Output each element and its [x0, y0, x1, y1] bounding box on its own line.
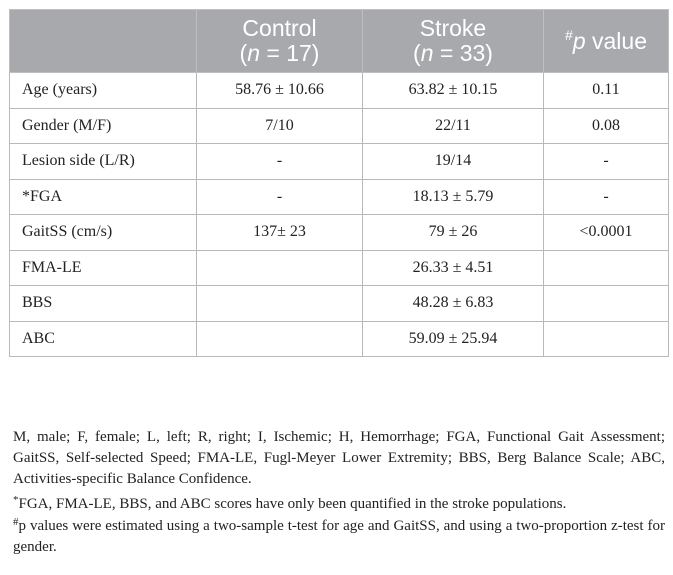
header-stroke-open: (: [413, 40, 421, 66]
p-value: 0.08: [544, 108, 669, 144]
header-row: [10, 10, 669, 73]
p-value: <0.0001: [544, 215, 669, 251]
table-row: [10, 144, 669, 180]
header-stroke-count: = 33): [433, 40, 493, 66]
table-row: [10, 179, 669, 215]
table-row: [10, 108, 669, 144]
row-label: GaitSS (cm/s): [10, 215, 197, 251]
row-label: BBS: [10, 286, 197, 322]
row-label: Gender (M/F): [10, 108, 197, 144]
star-footnote-mark: *: [13, 494, 19, 506]
header-stroke-name: Stroke: [419, 15, 487, 41]
control-value: -: [197, 144, 363, 180]
header-control: [197, 10, 363, 73]
hash-footnote: [13, 516, 665, 558]
stroke-value: 26.33 ± 4.51: [363, 250, 544, 286]
header-pvalue-p: p: [572, 27, 586, 54]
control-value: [197, 321, 363, 357]
hash-footnote-text: p values were estimated using a two-sample t-test for age and GaitSS, and using a two-proportion z-test for gender.: [13, 518, 665, 555]
row-label: ABC: [10, 321, 197, 357]
control-value: 137± 23: [197, 215, 363, 251]
stroke-value: 79 ± 26: [363, 215, 544, 251]
hash-footnote-mark: #: [13, 516, 19, 528]
header-control-open: (: [239, 40, 248, 66]
header-stroke: [363, 10, 544, 73]
stroke-value: 48.28 ± 6.83: [363, 286, 544, 322]
stroke-value: 19/14: [363, 144, 544, 180]
table-body: [10, 73, 669, 357]
demographics-table-container: [9, 9, 668, 357]
p-value: -: [544, 179, 669, 215]
control-value: 7/10: [197, 108, 363, 144]
header-stroke-n: n: [420, 40, 434, 66]
p-value: [544, 250, 669, 286]
header-control-count: = 17): [260, 40, 320, 66]
header-blank-cell: [10, 10, 197, 73]
row-label: FMA-LE: [10, 250, 197, 286]
abbreviations-note: M, male; F, female; L, left; R, right; I, Ischemic; H, Hemorrhage; FGA, Functional Gait Assessment; GaitSS, Self-selected Speed; FMA-LE, Fugl-Meyer Lower Extremity; BBS, Berg Balance Scale; ABC, Activities-specific Balance Confidence.: [13, 429, 665, 487]
stroke-value: 63.82 ± 10.15: [363, 73, 544, 109]
p-value: 0.11: [544, 73, 669, 109]
table-row: [10, 215, 669, 251]
table-header: [10, 10, 669, 73]
header-control-name: Control: [242, 15, 317, 41]
header-pvalue-label: value: [585, 27, 647, 54]
table-row: [10, 286, 669, 322]
header-control-n: n: [247, 40, 260, 66]
table-row: [10, 321, 669, 357]
p-value: [544, 321, 669, 357]
star-footnote-text: FGA, FMA-LE, BBS, and ABC scores have only been quantified in the stroke populations.: [18, 496, 567, 512]
row-label: *FGA: [10, 179, 197, 215]
stroke-value: 59.09 ± 25.94: [363, 321, 544, 357]
control-value: [197, 286, 363, 322]
demographics-table: [9, 9, 669, 357]
control-value: -: [197, 179, 363, 215]
table-footnotes: [13, 427, 665, 558]
header-pvalue-mark: #: [565, 26, 573, 43]
p-value: -: [544, 144, 669, 180]
control-value: 58.76 ± 10.66: [197, 73, 363, 109]
stroke-value: 18.13 ± 5.79: [363, 179, 544, 215]
table-row: [10, 73, 669, 109]
row-label: Lesion side (L/R): [10, 144, 197, 180]
stroke-value: 22/11: [363, 108, 544, 144]
table-row: [10, 250, 669, 286]
row-label: Age (years): [10, 73, 197, 109]
header-pvalue: [544, 10, 669, 73]
control-value: [197, 250, 363, 286]
star-footnote: [13, 494, 665, 515]
p-value: [544, 286, 669, 322]
